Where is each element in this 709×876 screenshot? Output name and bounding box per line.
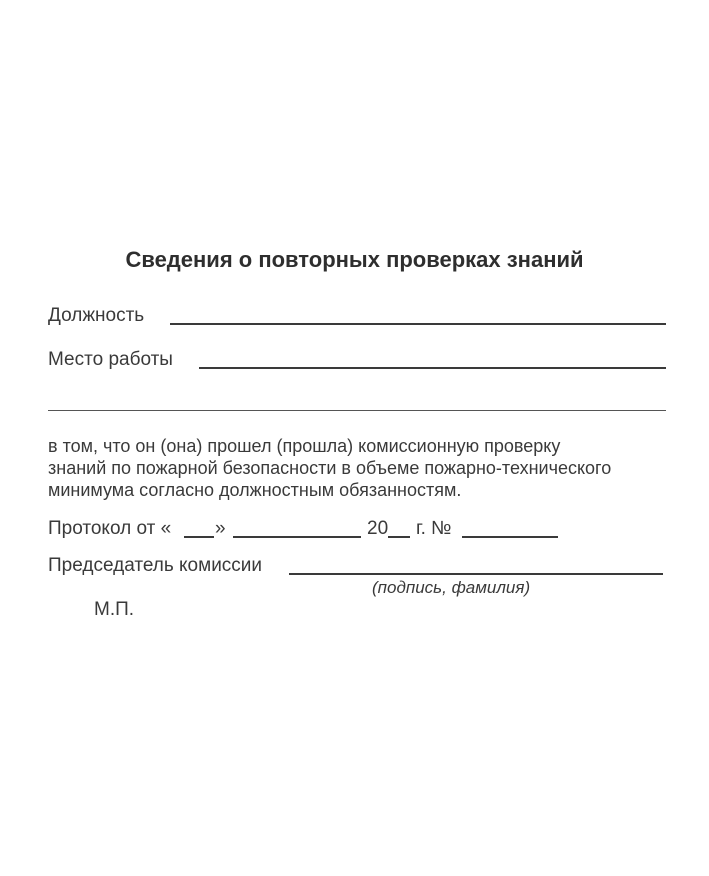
protocol-number-label: г. № [416,518,452,539]
signature-caption: (подпись, фамилия) [372,578,531,597]
workplace-label: Место работы [48,349,173,370]
position-field[interactable] [170,323,666,325]
protocol-prefix: Протокол от « [48,518,172,539]
protocol-quote-close: » [215,518,226,539]
workplace-continuation-field[interactable] [48,410,666,411]
statement-line: знаний по пожарной безопасности в объеме пожарно-технического [48,458,612,478]
protocol-month-field[interactable] [233,536,361,538]
statement-paragraph [48,435,673,501]
protocol-number-field[interactable] [462,536,558,538]
seal-label: М.П. [94,599,135,620]
statement-line: в том, что он (она) прошел (прошла) комиссионную проверку [48,436,561,456]
protocol-year-field[interactable] [388,536,410,538]
protocol-day-field[interactable] [184,536,214,538]
workplace-field[interactable] [199,367,666,369]
statement-line: минимума согласно должностным обязанностям. [48,480,462,500]
form-title: Сведения о повторных проверках знаний [125,247,584,272]
position-label: Должность [48,305,145,326]
protocol-year-prefix: 20 [367,518,389,539]
chairman-signature-field[interactable] [289,573,663,575]
chairman-label: Председатель комиссии [48,555,263,576]
